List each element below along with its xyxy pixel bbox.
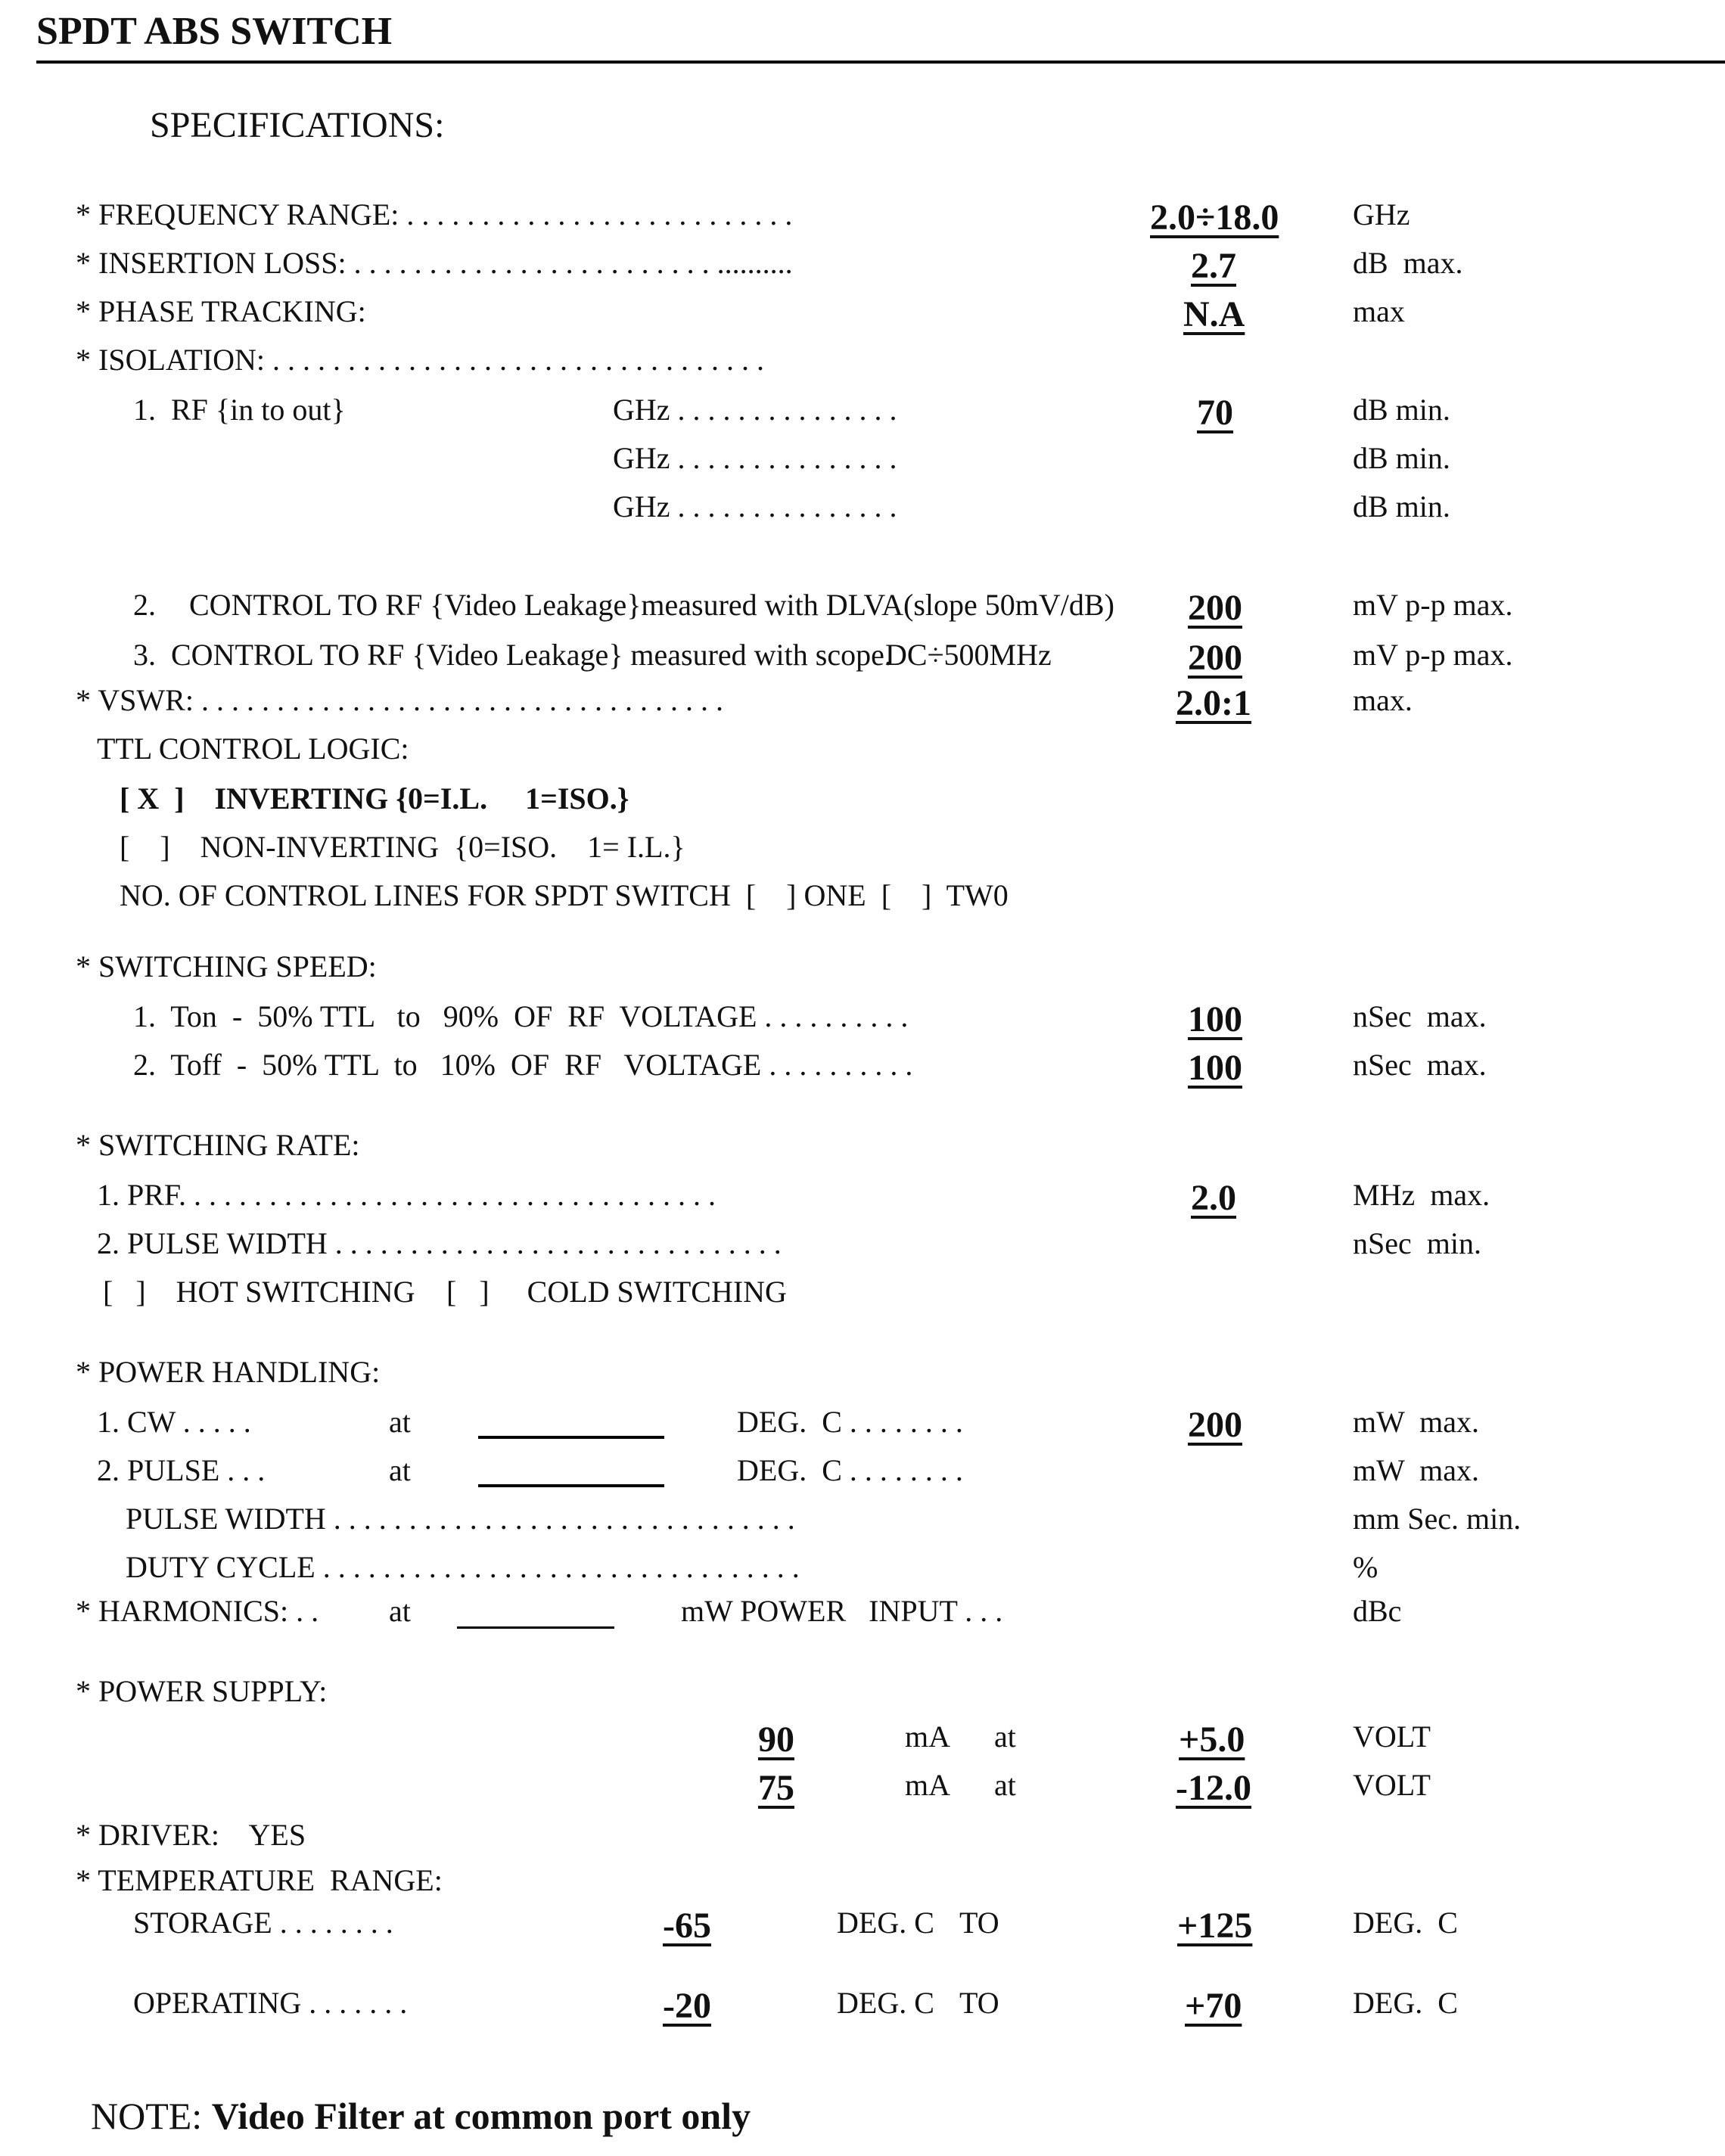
- storage-label: STORAGE . . . . . . . .: [133, 1906, 393, 1940]
- scope-band: DC÷500MHz: [885, 638, 1052, 672]
- supply-ma-2: mA: [905, 1768, 950, 1802]
- pulse-at: at: [389, 1453, 411, 1487]
- insertion-loss-value: 2.7: [1191, 246, 1236, 286]
- isolation-band-1: GHz . . . . . . . . . . . . . . .: [613, 393, 897, 427]
- supply-at-1: at: [994, 1720, 1016, 1754]
- harmonics-input: mW POWER INPUT . . .: [681, 1594, 1003, 1628]
- phase-tracking-unit: max: [1353, 294, 1405, 328]
- prf-label: 1. PRF. . . . . . . . . . . . . . . . . . . . . . . . . . . . . . . . . . . .: [97, 1178, 716, 1212]
- note: [76, 2067, 751, 2135]
- toff-unit: nSec max.: [1353, 1048, 1487, 1082]
- pulse-unit: mW max.: [1353, 1453, 1480, 1487]
- dlva-value: 200: [1188, 588, 1242, 628]
- operating-degc: DEG. C: [837, 1986, 934, 2020]
- frequency-label: * FREQUENCY RANGE: . . . . . . . . . . . . . . . . . . . . . . . . . .: [76, 197, 793, 231]
- supply-unit-2: VOLT: [1353, 1768, 1431, 1802]
- supply-voltage-2: -12.0: [1176, 1768, 1251, 1808]
- scope-label: 3. CONTROL TO RF {Video Leakage} measured with scope.: [133, 638, 892, 672]
- operating-unit: DEG. C: [1353, 1986, 1458, 2020]
- storage-unit: DEG. C: [1353, 1906, 1458, 1940]
- dlva-label: CONTROL TO RF {Video Leakage}measured with DLVA(slope 50mV/dB): [189, 588, 1114, 622]
- supply-current-2: 75: [758, 1768, 794, 1808]
- operating-label: OPERATING . . . . . . .: [133, 1986, 408, 2020]
- supply-ma-1: mA: [905, 1720, 950, 1754]
- ton-value: 100: [1188, 999, 1242, 1039]
- storage-max: +125: [1177, 1906, 1253, 1946]
- phase-tracking-label: * PHASE TRACKING:: [76, 294, 366, 328]
- note-text: Video Filter at common port only: [211, 2095, 751, 2137]
- cw-value: 200: [1188, 1405, 1242, 1445]
- ttl-control-lines: NO. OF CONTROL LINES FOR SPDT SWITCH [ ] ONE [ ] TW0: [120, 878, 1009, 912]
- supply-at-2: at: [994, 1768, 1016, 1802]
- isolation-rf-label: 1. RF {in to out}: [133, 393, 346, 427]
- isolation-label: * ISOLATION: . . . . . . . . . . . . . . . . . . . . . . . . . . . . . . . . .: [76, 343, 764, 377]
- frequency-unit: GHz: [1353, 197, 1410, 231]
- ttl-inverting: [ X ] INVERTING {0=I.L. 1=ISO.}: [120, 781, 629, 815]
- pulse-width-label: 2. PULSE WIDTH . . . . . . . . . . . . . . . . . . . . . . . . . . . . . .: [97, 1226, 782, 1260]
- note-label: NOTE:: [91, 2095, 212, 2137]
- cw-label: 1. CW . . . . .: [97, 1405, 251, 1439]
- cw-deg: DEG. C . . . . . . . .: [737, 1405, 963, 1439]
- pulse-width-unit: nSec min.: [1353, 1226, 1481, 1260]
- hot-switching-option: [ ] HOT SWITCHING: [103, 1275, 415, 1309]
- ton-unit: nSec max.: [1353, 999, 1487, 1033]
- scope-unit: mV p-p max.: [1353, 638, 1513, 672]
- ttl-heading: TTL CONTROL LOGIC:: [97, 732, 409, 766]
- power-pulse-width-label: PULSE WIDTH . . . . . . . . . . . . . . . . . . . . . . . . . . . . . . .: [126, 1502, 795, 1536]
- toff-label: 2. Toff - 50% TTL to 10% OF RF VOLTAGE . . . . . . . . . .: [133, 1048, 913, 1082]
- isolation-unit-3: dB min.: [1353, 489, 1450, 523]
- power-handling-heading: * POWER HANDLING:: [76, 1355, 381, 1389]
- duty-cycle-label: DUTY CYCLE . . . . . . . . . . . . . . . . . . . . . . . . . . . . . . . .: [126, 1550, 800, 1584]
- power-supply-heading: * POWER SUPPLY:: [76, 1674, 328, 1708]
- harmonics-unit: dBc: [1353, 1594, 1402, 1628]
- prf-unit: MHz max.: [1353, 1178, 1490, 1212]
- isolation-unit-2: dB min.: [1353, 441, 1450, 475]
- dlva-unit: mV p-p max.: [1353, 588, 1513, 622]
- operating-to: TO: [959, 1986, 999, 2020]
- supply-unit-1: VOLT: [1353, 1720, 1431, 1754]
- isolation-unit-1: dB min.: [1353, 393, 1450, 427]
- prf-value: 2.0: [1191, 1178, 1236, 1218]
- cold-switching-option: [ ] COLD SWITCHING: [446, 1275, 787, 1309]
- scope-value: 200: [1188, 638, 1242, 678]
- switching-rate-heading: * SWITCHING RATE:: [76, 1128, 360, 1162]
- isolation-band-2: GHz . . . . . . . . . . . . . . .: [613, 441, 897, 475]
- section-heading: SPECIFICATIONS:: [150, 105, 445, 145]
- supply-voltage-1: +5.0: [1179, 1720, 1245, 1760]
- header-rule: [36, 61, 1725, 64]
- insertion-loss-label: * INSERTION LOSS: . . . . . . . . . . . . . . . . . . . . . . . . ..........: [76, 246, 793, 280]
- storage-min: -65: [663, 1906, 711, 1946]
- switching-speed-heading: * SWITCHING SPEED:: [76, 949, 377, 983]
- cw-at: at: [389, 1405, 411, 1439]
- storage-degc: DEG. C: [837, 1906, 934, 1940]
- ttl-noninverting: [ ] NON-INVERTING {0=ISO. 1= I.L.}: [120, 830, 685, 864]
- pulse-label: 2. PULSE . . .: [97, 1453, 266, 1487]
- power-pulse-width-unit: mm Sec. min.: [1353, 1502, 1521, 1536]
- operating-max: +70: [1185, 1986, 1242, 2026]
- pulse-temperature-blank: [478, 1484, 664, 1487]
- driver-line: * DRIVER: YES: [76, 1818, 306, 1852]
- cw-temperature-blank: [478, 1436, 664, 1439]
- vswr-unit: max.: [1353, 683, 1413, 717]
- operating-min: -20: [663, 1986, 711, 2026]
- vswr-label: * VSWR: . . . . . . . . . . . . . . . . . . . . . . . . . . . . . . . . . . .: [76, 683, 723, 717]
- temperature-heading: * TEMPERATURE RANGE:: [76, 1863, 443, 1897]
- cw-unit: mW max.: [1353, 1405, 1480, 1439]
- pulse-deg: DEG. C . . . . . . . .: [737, 1453, 963, 1487]
- vswr-value: 2.0:1: [1176, 683, 1251, 723]
- harmonics-power-blank: [457, 1626, 614, 1629]
- toff-value: 100: [1188, 1048, 1242, 1088]
- page-title: SPDT ABS SWITCH: [36, 10, 393, 53]
- ton-label: 1. Ton - 50% TTL to 90% OF RF VOLTAGE . . . . . . . . . .: [133, 999, 909, 1033]
- harmonics-at: at: [389, 1594, 411, 1628]
- harmonics-label: * HARMONICS: . .: [76, 1594, 319, 1628]
- duty-cycle-unit: %: [1353, 1550, 1378, 1584]
- frequency-value: 2.0÷18.0: [1150, 197, 1279, 238]
- dlva-number: 2.: [133, 588, 156, 622]
- insertion-loss-unit: dB max.: [1353, 246, 1463, 280]
- isolation-value-1: 70: [1197, 393, 1233, 433]
- phase-tracking-value: N.A: [1183, 294, 1245, 334]
- isolation-band-3: GHz . . . . . . . . . . . . . . .: [613, 489, 897, 523]
- supply-current-1: 90: [758, 1720, 794, 1760]
- storage-to: TO: [959, 1906, 999, 1940]
